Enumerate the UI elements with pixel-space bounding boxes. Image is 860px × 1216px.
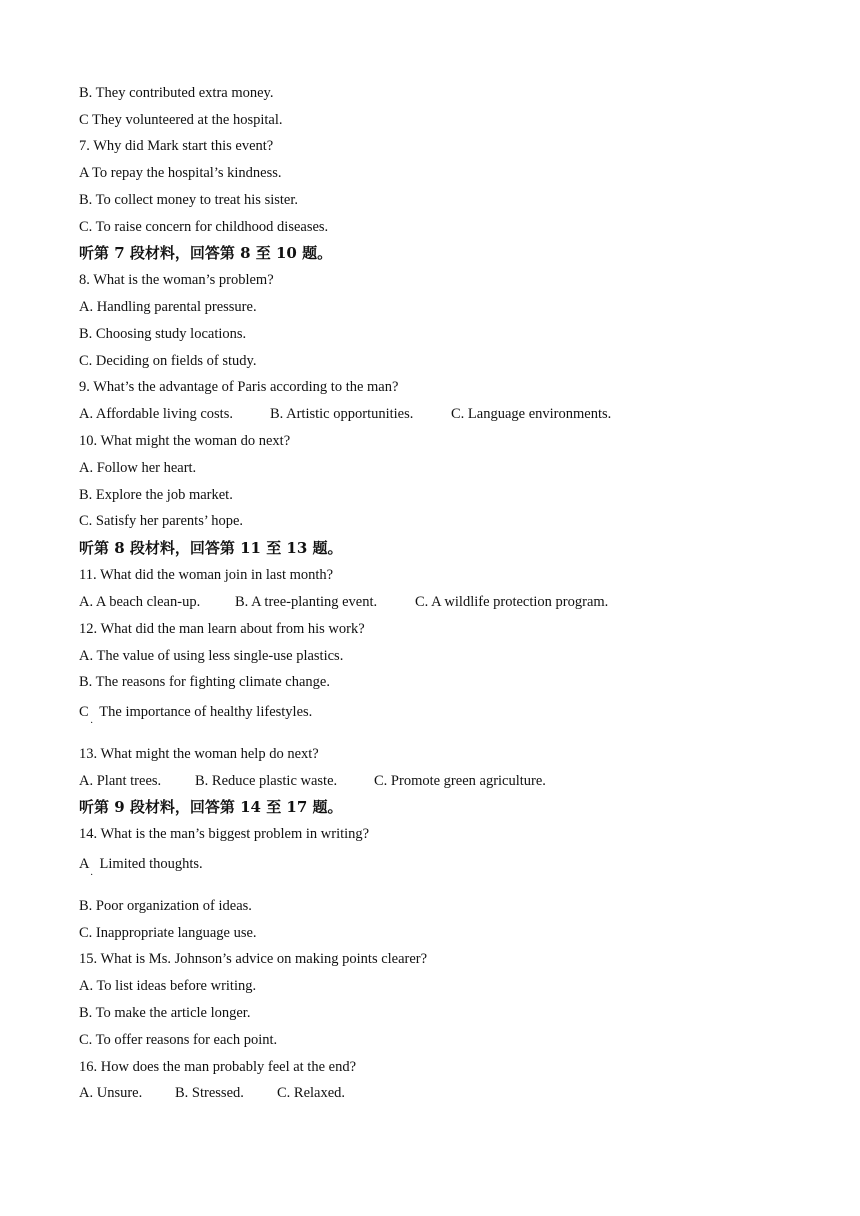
- question-line: 15. What is Ms. Johnson’s advice on making points clearer?: [79, 951, 428, 967]
- question-line: 16. How does the man probably feel at the end?: [79, 1059, 357, 1075]
- option-a: A. Unsure.: [79, 1085, 143, 1101]
- question-line: 9. What’s the advantage of Paris according to the man?: [79, 379, 399, 395]
- section-heading: 听第 7 段材料，回答第 8 至 10 题。: [79, 244, 333, 262]
- option-line: C. To offer reasons for each point.: [79, 1032, 278, 1048]
- option-line: A. The value of using less single-use plastics.: [79, 648, 344, 664]
- question-line: 8. What is the woman’s problem?: [79, 272, 274, 288]
- option-c: C. Promote green agriculture.: [374, 773, 546, 789]
- option-line: A. To list ideas before writing.: [79, 978, 257, 994]
- question-line: 12. What did the man learn about from his work?: [79, 621, 365, 637]
- option-line: B. Choosing study locations.: [79, 326, 247, 342]
- option-a: A. A beach clean-up.: [79, 594, 201, 610]
- question-line: 11. What did the woman join in last month?: [79, 567, 334, 583]
- option-c: C. Language environments.: [451, 406, 612, 422]
- option-line: A. Follow her heart.: [79, 460, 197, 476]
- option-a: A. Affordable living costs.: [79, 406, 233, 422]
- section-heading: 听第 9 段材料，回答第 14 至 17 题。: [79, 798, 343, 816]
- question-line: 10. What might the woman do next?: [79, 433, 291, 449]
- option-c: C. A wildlife protection program.: [415, 594, 609, 610]
- option-line: B. To collect money to treat his sister.: [79, 192, 299, 208]
- option-line: A To repay the hospital’s kindness.: [79, 165, 282, 181]
- option-c: C. Relaxed.: [277, 1085, 346, 1101]
- option-line: A. Handling parental pressure.: [79, 299, 257, 315]
- option-line: B. To make the article longer.: [79, 1005, 251, 1021]
- option-line: C They volunteered at the hospital.: [79, 112, 283, 128]
- option-line: B. Explore the job market.: [79, 487, 233, 503]
- dot-mark: ·: [90, 870, 94, 881]
- option-line: C. Deciding on fields of study.: [79, 353, 257, 369]
- option-line: B. The reasons for fighting climate change.: [79, 674, 330, 690]
- option-line: B. Poor organization of ideas.: [79, 898, 252, 914]
- option-line: C The importance of healthy lifestyles.: [79, 704, 313, 720]
- dot-mark: ·: [90, 718, 94, 729]
- option-line: B. They contributed extra money.: [79, 85, 274, 101]
- question-line: 14. What is the man’s biggest problem in writing?: [79, 826, 370, 842]
- option-b: B. A tree-planting event.: [235, 594, 378, 610]
- option-b: B. Stressed.: [175, 1085, 244, 1101]
- section-heading: 听第 8 段材料，回答第 11 至 13 题。: [79, 539, 343, 557]
- question-line: 13. What might the woman help do next?: [79, 746, 319, 762]
- option-line: C. To raise concern for childhood diseases.: [79, 219, 329, 235]
- option-b: B. Artistic opportunities.: [270, 406, 414, 422]
- option-line: C. Inappropriate language use.: [79, 925, 257, 941]
- option-b: B. Reduce plastic waste.: [195, 773, 338, 789]
- option-line: A Limited thoughts.: [79, 856, 203, 872]
- option-a: A. Plant trees.: [79, 773, 162, 789]
- question-line: 7. Why did Mark start this event?: [79, 138, 274, 154]
- option-line: C. Satisfy her parents’ hope.: [79, 513, 244, 529]
